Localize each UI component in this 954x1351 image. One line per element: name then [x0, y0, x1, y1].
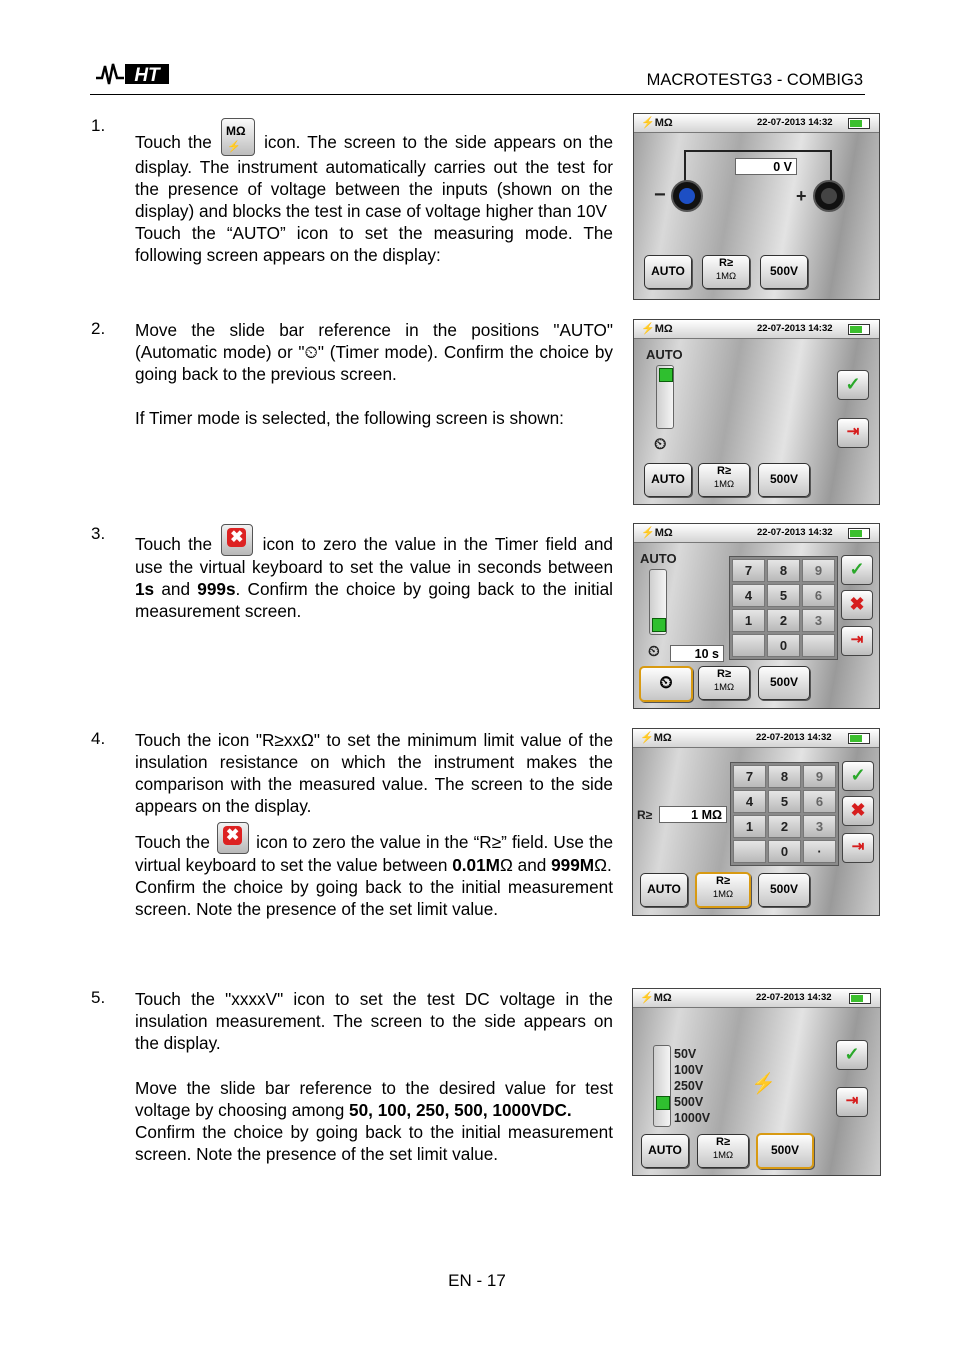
- status-bar: ⚡MΩ 22-07-2013 14:32: [633, 729, 879, 748]
- r-limit-field[interactable]: 1 MΩ: [659, 806, 727, 823]
- keypad-key[interactable]: 9: [802, 559, 835, 582]
- plus-label: +: [796, 186, 807, 206]
- keypad-key[interactable]: 7: [732, 559, 765, 582]
- device-screen-2: [633, 319, 880, 505]
- ht-logo: [94, 60, 172, 88]
- step-text: Touch the “AUTO” icon to set the measuring mode. The following screen appears on the display:: [135, 223, 613, 265]
- voltage-button[interactable]: 500V: [760, 255, 808, 289]
- r-limit-button[interactable]: R≥ 1MΩ: [702, 255, 750, 289]
- keypad-key[interactable]: 9: [803, 765, 836, 788]
- megohm-icon: MΩ ⚡: [221, 118, 255, 156]
- auto-button[interactable]: AUTO: [644, 255, 692, 289]
- timer-field[interactable]: 10 s: [670, 645, 724, 662]
- exit-icon[interactable]: ⇥: [836, 1087, 868, 1117]
- mode-slider[interactable]: [649, 569, 667, 635]
- page-number: EN - 17: [448, 1271, 506, 1290]
- step-number: 5.: [91, 988, 106, 1007]
- keypad-key[interactable]: 3: [803, 815, 836, 838]
- slider-knob[interactable]: [659, 368, 673, 382]
- virtual-keypad: [730, 762, 839, 866]
- keypad-key[interactable]: 7: [733, 765, 766, 788]
- document-title: MACROTESTG3 - COMBIG3: [646, 71, 863, 89]
- keypad-key[interactable]: ·: [803, 840, 836, 863]
- keypad-key[interactable]: 8: [768, 765, 801, 788]
- step-text: If Timer mode is selected, the following screen is shown:: [135, 408, 564, 428]
- voltage-slider[interactable]: [653, 1045, 671, 1127]
- lightning-icon: ⚡: [751, 1073, 776, 1095]
- step-5-text: Touch the "xxxxV" icon to set the test DC voltage in the insulation measurement. The screen to the side appears on the display. Move the slide bar reference to the desired value for test voltage by choosing among 50, 100, 250, 500, 1000VDC. Confirm the choice by going back to the initial measurement screen. Note the presence of the set limit value.: [135, 989, 613, 1164]
- keypad-key[interactable]: 6: [802, 584, 835, 607]
- step-2-text: [135, 319, 613, 429]
- voltage-option[interactable]: 100V: [674, 1063, 704, 1077]
- voltage-option[interactable]: 250V: [674, 1079, 704, 1093]
- keypad-key[interactable]: 5: [768, 790, 801, 813]
- voltage-button[interactable]: 500V: [758, 666, 810, 700]
- auto-button[interactable]: AUTO: [644, 463, 692, 497]
- step-text: Confirm the choice by going back to the initial measurement screen. Note the presence of the set limit value.: [135, 1122, 613, 1164]
- mode-slider[interactable]: [656, 365, 674, 429]
- voltage-options: 50, 100, 250, 500, 1000VDC.: [349, 1100, 572, 1120]
- status-bar: ⚡MΩ 22-07-2013 14:32: [634, 114, 879, 133]
- voltage-option[interactable]: 1000V: [674, 1111, 711, 1125]
- keypad-key[interactable]: 0: [768, 840, 801, 863]
- step-number: 1.: [91, 116, 106, 135]
- confirm-icon[interactable]: ✓: [842, 761, 874, 791]
- r-limit-button[interactable]: R≥ 1MΩ: [697, 1134, 749, 1168]
- keypad-key[interactable]: [802, 634, 835, 657]
- battery-icon: [848, 324, 870, 335]
- step-4-text: Touch the icon "R≥xxΩ" to set the minimum limit value of the insulation resistance on which the instrument makes the comparison with the measured value. The screen to the side appears on the display. Touch the ✖ icon to zero the value in the “R≥” field. Use the virtual keyboard to set the value between 0.01MΩ and 999MΩ. Confirm the choice by going back to the initial measurement screen. Note the presence of the set limit value.: [135, 730, 613, 919]
- voltage-button[interactable]: 500V: [756, 1133, 814, 1169]
- min-seconds: 1s: [135, 579, 155, 599]
- device-screen-4: [632, 728, 880, 916]
- battery-icon: [848, 733, 870, 744]
- status-bar: ⚡MΩ 22-07-2013 14:32: [634, 320, 879, 339]
- auto-button[interactable]: AUTO: [640, 873, 688, 907]
- status-bar: ⚡MΩ 22-07-2013 14:32: [634, 524, 879, 543]
- r-limit-label: R≥: [637, 808, 653, 822]
- voltage-option[interactable]: 500V: [674, 1095, 704, 1109]
- keypad-key[interactable]: 3: [802, 609, 835, 632]
- voltage-list: [674, 1046, 710, 1126]
- keypad-key[interactable]: [732, 634, 765, 657]
- step-number: 3.: [91, 524, 106, 543]
- keypad-key[interactable]: 5: [767, 584, 800, 607]
- keypad-key[interactable]: 1: [732, 609, 765, 632]
- exit-icon[interactable]: ⇥: [841, 626, 873, 656]
- step-text: Touch the icon "R≥xxΩ" to set the minimum limit value of the insulation resistance on which the instrument makes the comparison with the measured value. The screen to the side appears on the display.: [135, 730, 613, 816]
- negative-terminal-icon: [671, 180, 703, 212]
- step-text: Move the slide bar reference in the positions "AUTO" (Automatic mode) or "⏲" (Timer mode). Confirm the choice by going back to the previous screen.: [135, 320, 613, 384]
- voltage-readout: 0 V: [735, 158, 797, 175]
- voltage-button[interactable]: 500V: [758, 873, 810, 907]
- keypad-key[interactable]: 4: [732, 584, 765, 607]
- step-number: 4.: [91, 729, 106, 748]
- step-text: Touch the: [135, 534, 213, 554]
- device-screen-3: [633, 523, 880, 709]
- r-limit-button[interactable]: R≥ 1MΩ: [698, 666, 750, 700]
- slider-knob[interactable]: [652, 618, 666, 632]
- logo-text: HT: [134, 65, 160, 86]
- confirm-icon[interactable]: ✓: [837, 370, 869, 400]
- clear-icon: ✖: [217, 822, 249, 854]
- battery-icon: [848, 528, 870, 539]
- keypad-key[interactable]: 0: [767, 634, 800, 657]
- keypad-key[interactable]: 8: [767, 559, 800, 582]
- auto-label: AUTO: [646, 347, 683, 362]
- keypad-key[interactable]: 1: [733, 815, 766, 838]
- timer-icon: ⏲: [648, 643, 660, 660]
- clear-icon: ✖: [221, 524, 253, 556]
- step-text: Touch the: [135, 132, 212, 152]
- clear-icon[interactable]: ✖: [842, 796, 874, 826]
- keypad-key[interactable]: 4: [733, 790, 766, 813]
- step-text: Touch the "xxxxV" icon to set the test DC voltage in the insulation measurement. The screen to the side appears on the display.: [135, 989, 613, 1053]
- confirm-icon[interactable]: ✓: [841, 555, 873, 585]
- virtual-keypad: [729, 556, 838, 660]
- step-text: Confirm the choice by going back to the initial measurement screen. Note the presence of the set limit value.: [135, 877, 613, 919]
- header-divider: [90, 94, 865, 95]
- step-text: icon. The screen to the side appears on the display. The instrument automatically carries out the test for the presence of voltage between the inputs (shown on the display) and blocks the test in case of voltage higher than 10V: [135, 132, 614, 221]
- voltage-option[interactable]: 50V: [674, 1047, 697, 1061]
- auto-button[interactable]: AUTO: [641, 1134, 689, 1168]
- status-bar: ⚡MΩ 22-07-2013 14:32: [633, 989, 880, 1008]
- step-1-text: [135, 118, 613, 266]
- r-limit-button[interactable]: R≥ 1MΩ: [695, 872, 751, 908]
- max-resistance: 999M: [551, 855, 595, 875]
- battery-icon: [848, 118, 870, 129]
- keypad-key[interactable]: 2: [767, 609, 800, 632]
- device-screen-5: [632, 988, 881, 1176]
- keypad-key[interactable]: 2: [768, 815, 801, 838]
- exit-icon[interactable]: ⇥: [837, 418, 869, 448]
- device-screen-1: [633, 113, 880, 300]
- timer-button[interactable]: ⏲: [639, 666, 693, 702]
- voltage-button[interactable]: 500V: [758, 463, 810, 497]
- positive-terminal-icon: [813, 180, 845, 212]
- slider-knob[interactable]: [656, 1096, 670, 1110]
- r-limit-button[interactable]: R≥ 1MΩ: [698, 463, 750, 497]
- minus-label: −: [654, 184, 666, 206]
- step-number: 2.: [91, 319, 106, 338]
- auto-label: AUTO: [640, 551, 677, 566]
- timer-icon: ⏲: [654, 436, 667, 453]
- clear-icon[interactable]: ✖: [841, 590, 873, 620]
- step-3-text: Touch the ✖ icon to zero the value in the Timer field and use the virtual keyboard to set the value in seconds between 1s and 999s. Confirm the choice by going back to the initial measurement screen.: [135, 524, 613, 622]
- max-seconds: 999s: [197, 579, 236, 599]
- min-resistance: 0.01M: [452, 855, 500, 875]
- exit-icon[interactable]: ⇥: [842, 833, 874, 863]
- keypad-key[interactable]: [733, 840, 766, 863]
- battery-icon: [849, 993, 871, 1004]
- confirm-icon[interactable]: ✓: [836, 1040, 868, 1070]
- step-text: icon to zero the value in the Timer field and use the virtual keyboard to set the value in seconds between: [135, 534, 613, 577]
- keypad-key[interactable]: 6: [803, 790, 836, 813]
